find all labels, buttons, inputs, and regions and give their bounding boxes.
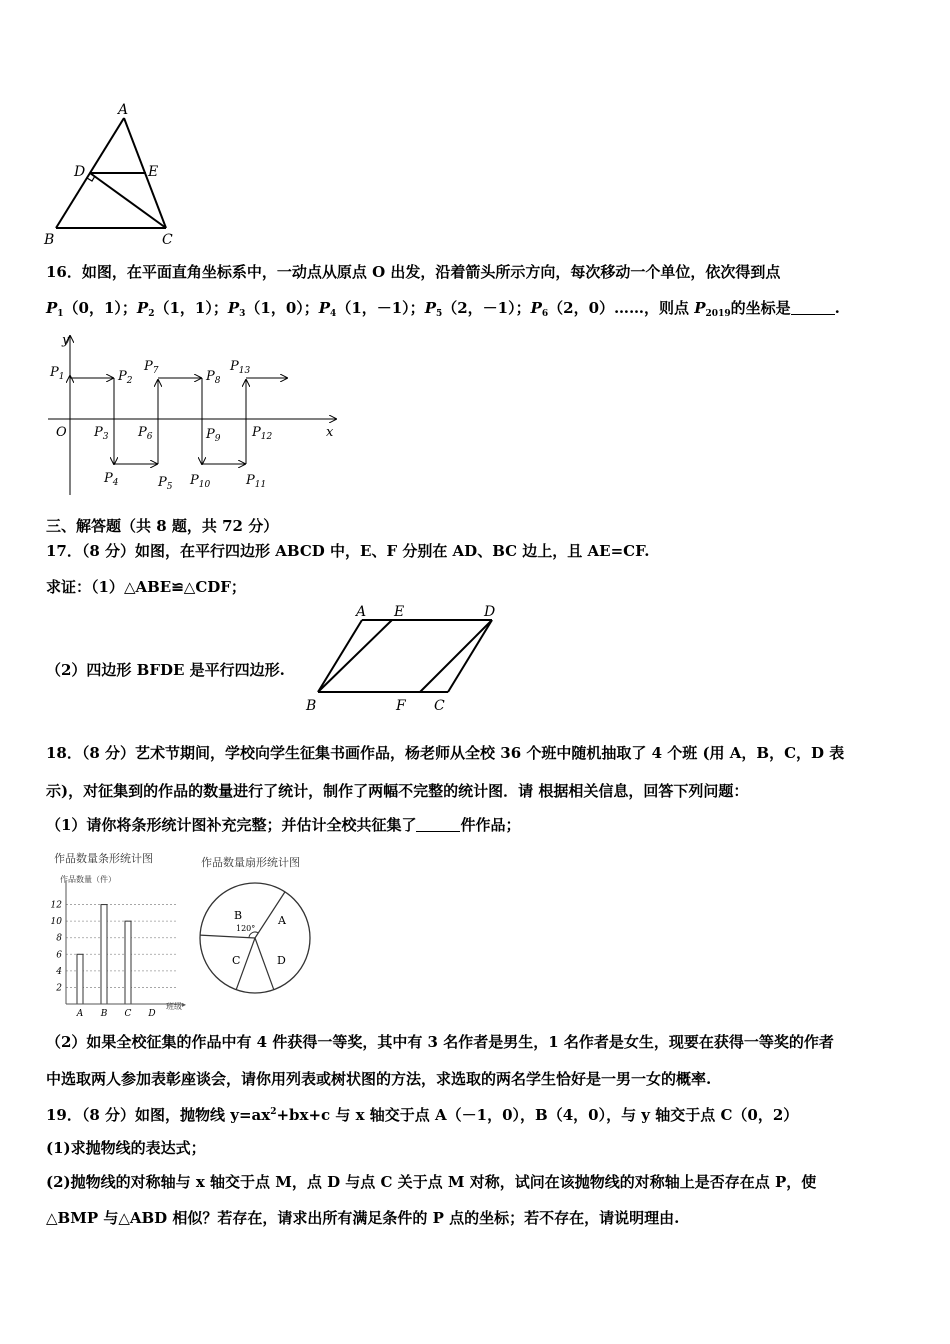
label-D: D [484,604,496,620]
pie-label-B: B [234,909,243,922]
label-P5: $P_5$ [158,475,173,492]
label-P9: $P_9$ [206,427,221,444]
label-A: A [356,604,367,620]
q16-point-1: $P_1(0$，1）； [46,299,137,319]
axis-label-y: y [62,333,70,348]
label-E: E [148,164,159,180]
label-C: C [434,698,445,714]
q16-point-4: $P_4(1$，－1）； [318,299,425,319]
segment-DF [420,620,492,692]
q18-part1-a: （1）请你将条形统计图补充完整；并估计全校共征集了 [46,816,417,834]
section-3-heading: 三、解答题（共 8 题，共 72 分） [46,517,279,535]
y-tick-label: 10 [50,917,62,928]
bar-B [101,905,107,1004]
q16-line1: 16．如图，在平面直角坐标系中，一动点从原点 O 出发，沿着箭头所示方向，每次移动一个单位，依次得到点 [46,263,781,281]
y-tick-label: 4 [56,966,62,977]
q16-end: . [834,299,840,317]
bar-chart-ylabel: 作品数量（件） [60,875,116,884]
q17-line1: 17．（8 分）如图，在平行四边形 ABCD 中，E、F 分别在 AD、BC 边上，且 AE=CF. [46,542,650,560]
label-C: C [162,232,173,248]
q16-answer-blank [791,300,835,315]
x-tick-label: C [124,1009,132,1019]
pie-slice-boundary [200,935,255,938]
bar-A [77,954,83,1004]
label-D: D [74,164,86,180]
q19-line1-a: 19．（8 分）如图，抛物线 y=ax [46,1106,271,1124]
label-P2: $P_2$ [118,369,133,386]
q16-target-p: P [694,299,706,317]
label-P11: $P_{11}$ [246,473,267,490]
q18-part2-line2: 中选取两人参加表彰座谈会，请你用列表或树状图的方法，求选取的两名学生恰好是一男一女的概率. [46,1070,712,1088]
q16-line2 [46,298,840,324]
q18-line1: 18．（8 分）艺术节期间，学校向学生征集书画作品，杨老师从全校 36 个班中随机抽取了 4 个班 (用 A，B，C，D 表 [46,744,845,762]
pie-slice-boundary [255,938,274,990]
label-F: F [396,698,406,714]
x-tick-label: D [148,1009,156,1019]
x-tick-label: A [76,1009,84,1019]
q19-exponent: 2 [270,1107,277,1117]
pie-label-D: D [277,954,286,967]
q19-sub2-line1: (2)抛物线的对称轴与 x 轴交于点 M，点 D 与点 C 关于点 M 对称，试问在该抛物线的对称轴上是否存在点 P，使 [46,1173,817,1191]
q16-tail: 的坐标是 [730,299,791,317]
label-A: A [118,102,129,118]
bar-chart-xlabel: 班级 [166,1002,182,1011]
label-B: B [306,698,317,714]
pie-chart [195,852,335,1010]
q17-proof: 求证：（1）△ABE≌△CDF； [46,578,246,596]
label-E: E [394,604,405,620]
q18-answer-blank [416,817,460,832]
q16-point-2: $P_2(1$，1）； [136,299,228,319]
x-tick-label: B [100,1009,108,1019]
q19-sub1: (1)求抛物线的表达式； [46,1139,206,1157]
q16-point-6: $P_6(2$，0）……，则点 [530,299,695,319]
q19-sub2-line2: △BMP 与△ABD 相似？若存在，请求出所有满足条件的 P 点的坐标；若不存在，请说明理由. [46,1209,680,1227]
bar-C [125,921,131,1004]
label-P7: $P_7$ [144,359,159,376]
y-tick-label: 6 [56,950,62,961]
label-B: B [44,232,55,248]
q16-target-sub: 2019 [705,309,731,319]
q16-point-5: $P_5(2$，－1）； [424,299,531,319]
label-P1: $P_1$ [50,365,65,382]
axis-label-x: x [326,425,334,440]
q18-line2: 示)，对征集到的作品的数量进行了统计，制作了两幅不完整的统计图．请 根据相关信息，回答下列问题： [46,782,749,800]
bar-chart [40,848,200,1020]
pie-label-C: C [232,954,241,967]
y-tick-label: 12 [50,900,62,911]
pie-label-A: A [278,914,286,927]
q18-part1 [46,815,520,835]
q18-part1-b: 件作品； [460,816,521,834]
parallelogram-figure [300,600,510,716]
q18-part2-line1: （2）如果全校征集的作品中有 4 件获得一等奖，其中有 3 名作者是男生，1 名作者是女生，现要在获得一等奖的作者 [46,1033,834,1051]
label-P6: $P_6$ [138,425,153,442]
origin-label: O [56,425,67,440]
x-axis-arrow-icon: ▸ [182,1000,187,1009]
pie-angle-annotation: 120° [236,924,256,933]
label-P4: $P_4$ [104,471,119,488]
bar-chart-title: 作品数量条形统计图 [54,852,153,865]
q19-line1 [46,1102,798,1125]
q17-part2: （2）四边形 BFDE 是平行四边形. [46,661,285,679]
q16-point-3: $P_3(1$，0）； [227,299,319,319]
label-P13: $P_{13}$ [230,359,251,376]
y-tick-label: 2 [56,983,62,994]
label-P10: $P_{10}$ [190,473,211,490]
q19-line1-b: +bx+c 与 x 轴交于点 A（－1，0），B（4，0），与 y 轴交于点 C（0，2） [276,1106,799,1124]
label-P3: $P_3$ [94,425,109,442]
coordinate-path-figure [40,330,350,502]
pie-chart-title: 作品数量扇形统计图 [201,856,300,869]
label-P12: $P_{12}$ [252,425,273,442]
triangle-figure [40,100,190,250]
label-P8: $P_8$ [206,369,221,386]
y-tick-label: 8 [56,933,62,944]
